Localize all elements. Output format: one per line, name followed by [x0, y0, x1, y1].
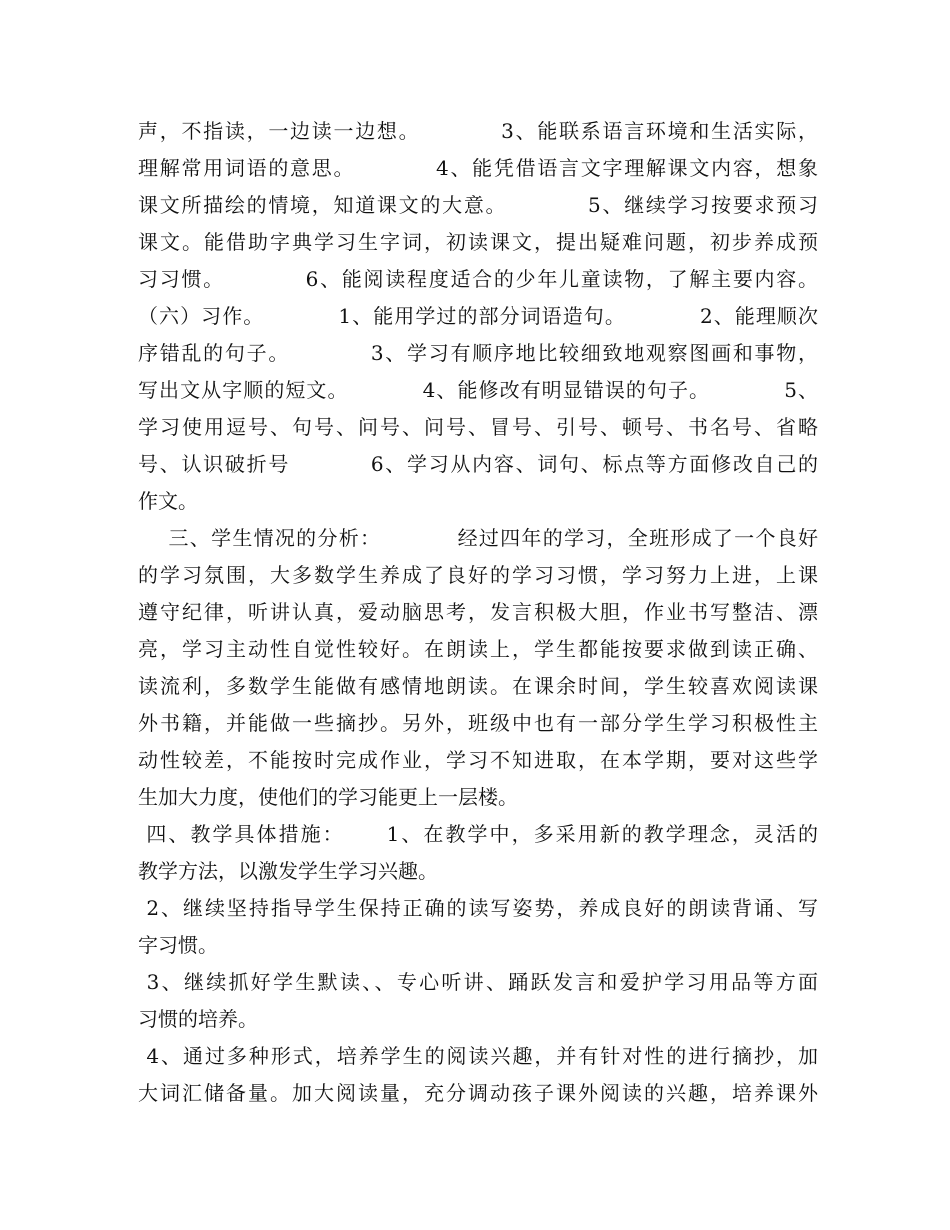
text-line: 写出文从字顺的短文。 4、能修改有明显错误的句子。 5、 [138, 378, 818, 402]
text-line: 声，不指读，一边读一边想。 3、能联系语言环境和生活实际， [138, 119, 818, 143]
text-line: 的学习氛围，大多数学生养成了良好的学习习惯，学习努力上进，上课 [138, 563, 818, 587]
text-line: 4、通过多种形式，培养学生的阅读兴趣，并有针对性的进行摘抄，加 [138, 1044, 818, 1068]
text-line: 习惯的培养。 [138, 1007, 258, 1031]
text-line: 2、继续坚持指导学生保持正确的读写姿势，养成良好的朗读背诵、写 [138, 896, 818, 920]
text-line: 课文。能借助字典学习生字词，初读课文，提出疑难问题，初步养成预 [138, 230, 818, 254]
text-line: 学习使用逗号、句号、问号、问号、冒号、引号、顿号、书名号、省略 [138, 415, 818, 439]
section-heading-line: 四、教学具体措施： 1、在教学中，多采用新的教学理念，灵活的 [138, 822, 818, 846]
text-line: 教学方法，以激发学生学习兴趣。 [138, 859, 438, 883]
text-line: 生加大力度，使他们的学习能更上一层楼。 [138, 785, 518, 809]
text-line: 动性较差，不能按时完成作业，学习不知进取，在本学期，要对这些学 [138, 748, 818, 772]
text-line: 序错乱的句子。 3、学习有顺序地比较细致地观察图画和事物， [138, 341, 818, 365]
text-line: 外书籍，并能做一些摘抄。另外，班级中也有一部分学生学习积极性主 [138, 711, 818, 735]
text-line: 作文。 [138, 489, 198, 513]
text-line: 理解常用词语的意思。 4、能凭借语言文字理解课文内容，想象 [138, 156, 818, 180]
text-line: 读流利，多数学生能做有感情地朗读。在课余时间，学生较喜欢阅读课 [138, 674, 818, 698]
text-line: （六）习作。 1、能用学过的部分词语造句。 2、能理顺次 [138, 304, 818, 328]
text-line: 习习惯。 6、能阅读程度适合的少年儿童读物，了解主要内容。 [138, 267, 818, 291]
text-line: 亮，学习主动性自觉性较好。在朗读上，学生都能按要求做到读正确、 [138, 637, 818, 661]
text-line: 遵守纪律，听讲认真，爱动脑思考，发言积极大胆，作业书写整洁、漂 [138, 600, 818, 624]
text-line: 大词汇储备量。加大阅读量，充分调动孩子课外阅读的兴趣，培养课外 [138, 1081, 818, 1105]
text-line: 3、继续抓好学生默读、、专心听讲、踊跃发言和爱护学习用品等方面 [138, 970, 818, 994]
text-line: 字习惯。 [138, 933, 218, 957]
body-text [138, 113, 818, 1112]
section-heading-line: 三、学生情况的分析： 经过四年的学习，全班形成了一个良好 [138, 526, 818, 550]
text-line: 号、认识破折号 6、学习从内容、词句、标点等方面修改自己的 [138, 452, 818, 476]
text-line: 课文所描绘的情境，知道课文的大意。 5、继续学习按要求预习 [138, 193, 818, 217]
